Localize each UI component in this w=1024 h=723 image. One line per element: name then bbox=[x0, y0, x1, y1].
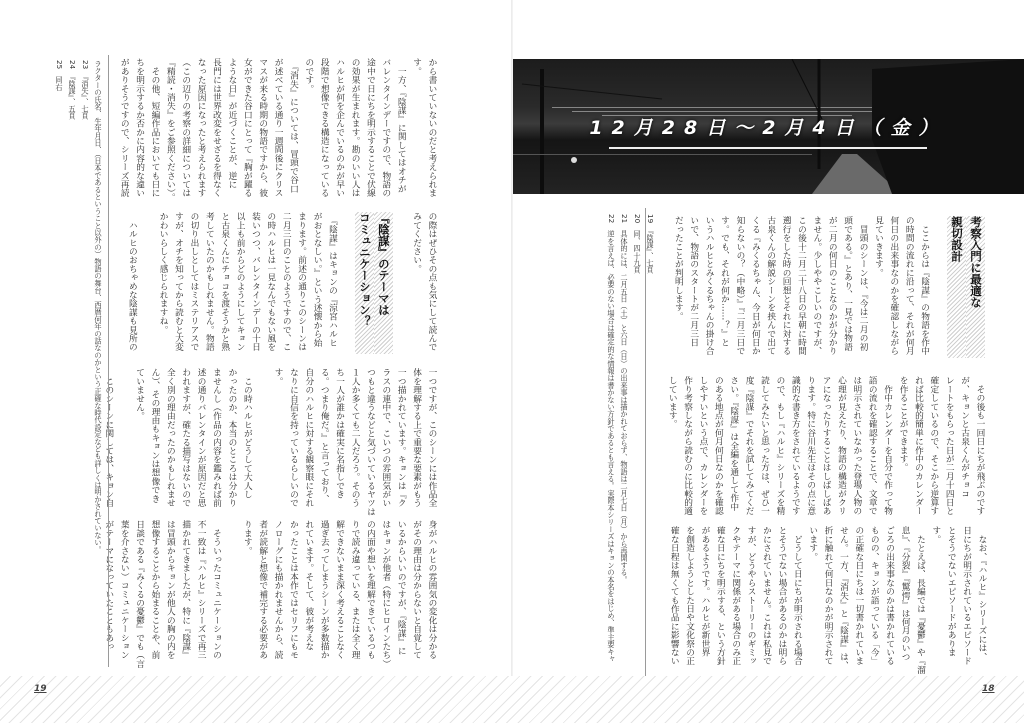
text-line: だったことが判明します。 bbox=[673, 216, 684, 321]
text-line: ような日』が近づくことが、逆に bbox=[226, 58, 237, 189]
text-line: ハルヒのおちゃめな陰謀も見所の bbox=[127, 212, 138, 352]
text-line: われますが、確たる描写はないので bbox=[180, 368, 191, 508]
chapter-banner-photo bbox=[512, 59, 1024, 194]
text-line: の正確な日にちは一切書かれていま bbox=[853, 526, 864, 666]
text-line: たとえば、長編では『憂鬱』や『溜 bbox=[915, 526, 926, 674]
footnote: 20 同、四十九頁 bbox=[633, 214, 642, 274]
text-line: ち一人が誰かは確実に名指しでき bbox=[334, 368, 345, 499]
text-line: 考していたのかもしれません。物語 bbox=[204, 212, 215, 352]
page-number-right: 18 bbox=[982, 684, 995, 694]
text-line: 者が読解と想像で補完する必要があ bbox=[257, 520, 268, 660]
footnote: 22 逆を言えば、必要のない場合は確定的な情報は書かない方針であるとも言える。実際本シリーズはキョンの本名をはじめ、準主要キャ bbox=[607, 214, 616, 663]
text-line: いで、物語のスタートが二月三日 bbox=[688, 216, 699, 347]
text-line: その他、短編作品においても日に bbox=[149, 58, 160, 198]
text-line: から書いていないのだと考えられま bbox=[427, 58, 437, 198]
text-line: クやテーマに関係がある場合のみ正 bbox=[730, 526, 741, 666]
text-line: ごろの出来事なのかは書かれている bbox=[884, 526, 895, 666]
text-line: 頭である。』とあり、一見では物語 bbox=[842, 216, 853, 351]
section-heading: 親切設計 bbox=[947, 216, 966, 358]
text-line: ります。特に谷川先生はその点に意 bbox=[805, 376, 816, 516]
text-line: のある地点が何月何日なのかを確認 bbox=[713, 376, 724, 516]
right-page bbox=[512, 0, 1024, 723]
text-line: とそうでないエピソードがありま bbox=[946, 526, 957, 657]
text-line: 『消失』については、冒頭で谷口 bbox=[288, 58, 299, 193]
text-line: 過ぎ去ってしまうシーンが多数描か bbox=[319, 520, 330, 660]
text-line: いうハルヒとみくるちゃんの掛け合 bbox=[704, 216, 715, 356]
text-line: 想像することから始まることや、前 bbox=[149, 520, 160, 660]
text-line: （この辺りの考察の詳細については bbox=[180, 58, 191, 198]
text-line: います。 bbox=[807, 526, 818, 561]
book-gutter bbox=[511, 0, 513, 723]
text-line: マスが来る時期の物語ですから、彼 bbox=[257, 58, 268, 198]
text-line: 一つ描かれています。キョンは『ク bbox=[396, 368, 407, 508]
text-line: 自分のハルヒに対する観察眼にそれ bbox=[303, 368, 314, 508]
text-line: がその理由は分からないと自覚して bbox=[411, 520, 422, 660]
blank-line bbox=[393, 212, 408, 354]
text-line: と古泉くんにチョコを渡そうかと熟 bbox=[219, 212, 230, 352]
text-line: さい。『陰謀』は全編を通して作中 bbox=[728, 376, 739, 511]
text-line: 度『陰謀』でそれを試してみてくだ bbox=[744, 376, 755, 516]
text-line: が二月の何日のことなのかが分かり bbox=[827, 216, 838, 356]
text-line: ハルヒが何を企んでいるのかが早い bbox=[334, 58, 345, 198]
chapter-date-range-title: 12月28日〜2月4日（金） bbox=[589, 117, 947, 139]
text-line: ものの、キョンが語っている「今」 bbox=[869, 526, 880, 666]
text-line: は冒頭からキョンが他人の胸の内を bbox=[165, 520, 176, 660]
text-line: が、キョンと古泉くんがチョコ bbox=[959, 376, 970, 498]
text-line: がおとなしい。』という述懐から始 bbox=[312, 212, 323, 347]
text-line: 葉を介さない）コミュニケーション bbox=[119, 520, 130, 660]
title-underline bbox=[609, 147, 927, 149]
blank-line bbox=[224, 520, 239, 662]
text-line: ラスの連中で、こいつの雰囲気がい bbox=[380, 368, 391, 508]
text-line: ここからは『陰謀』の物語を作中 bbox=[919, 216, 930, 356]
text-line: がありそうですので、シリーズ再読 bbox=[119, 58, 130, 198]
text-line: 不一致は『ハルヒ』シリーズで再三 bbox=[196, 520, 207, 660]
text-line: 確な日程は無くても作品に影響ない bbox=[669, 526, 680, 666]
text-line: みてください。 bbox=[411, 212, 422, 273]
text-line: ません。少しややこしいのですが、 bbox=[811, 216, 822, 356]
text-line: す。でも、それが何か……？』と bbox=[719, 216, 730, 347]
text-line: 作中カレンダーを自分で作って物 bbox=[882, 376, 893, 516]
text-line: しています。 bbox=[667, 376, 678, 429]
blank-line bbox=[139, 212, 154, 354]
text-line: その後も一回日にちが飛ぶのです bbox=[975, 376, 985, 516]
text-line: のです。 bbox=[303, 58, 314, 93]
text-line: の時間の流れに沿って、それが何月 bbox=[904, 216, 915, 356]
section-heading: コミュニケーション？ bbox=[355, 212, 374, 354]
blank-line bbox=[339, 212, 354, 354]
text-line: 見ていきます。 bbox=[873, 216, 884, 277]
text-line: の切り出しとしてはミステリアスで bbox=[188, 212, 199, 352]
text-line: かわいらしく感じられますね。 bbox=[158, 212, 169, 334]
text-line: いるからいいのですが、『陰謀』に bbox=[396, 520, 407, 655]
text-tier bbox=[124, 212, 439, 354]
text-line: かにされていません。これは私見で bbox=[761, 526, 772, 666]
text-line: 語の流れを確認することで、文章で bbox=[867, 376, 878, 516]
text-line: なりに自信を持っているらしいので bbox=[288, 368, 299, 508]
text-line: ちを明示するか否かに内容的な違い bbox=[134, 58, 145, 198]
text-line: すが、オチを知ってから読むと大変 bbox=[173, 212, 184, 352]
text-line: 全く別の理由だったのかもしれませ bbox=[165, 368, 176, 508]
text-line: くる『みくるちゃん、今日が何日か bbox=[750, 216, 761, 356]
text-line: ノローグにも描かれませんから、読 bbox=[273, 520, 284, 660]
text-line: なった原因になったと考えられます bbox=[196, 58, 207, 198]
text-line: があるようです。ハルヒが新世界 bbox=[699, 526, 710, 657]
text-line: バレンタインデーですので、物語の bbox=[380, 58, 391, 198]
text-line: はキョンが他者（特にヒロインたち） bbox=[380, 520, 391, 668]
notes-divider bbox=[108, 55, 109, 667]
footnote: 24 『陰謀』、五頁 bbox=[68, 60, 77, 120]
text-line: 心理が見えたり、物語の構造がクリ bbox=[836, 376, 847, 516]
text-line: る。つまり俺だ。』と言っており、 bbox=[319, 368, 330, 503]
footnotes bbox=[605, 214, 657, 674]
text-line: そういったコミュニケーションの bbox=[211, 520, 222, 660]
text-line: ていません。 bbox=[134, 368, 145, 421]
text-line: 一つですが、このシーンには作品全 bbox=[427, 368, 437, 508]
text-line: 以上も前からどのようにしてキョン bbox=[235, 212, 246, 352]
text-tier bbox=[116, 58, 439, 200]
text-line: 日談である『みくるの憂鬱』でも（言 bbox=[134, 520, 145, 668]
text-line: しやすいという点で、カレンダーを bbox=[697, 376, 708, 516]
text-line: 描かれてきましたが、特に『陰謀』 bbox=[180, 520, 191, 660]
text-line: を創造しようとした日や文化祭の正 bbox=[684, 526, 695, 666]
footnote: 25 同右 bbox=[55, 60, 64, 91]
text-line: す。 bbox=[411, 58, 422, 76]
text-line: 作り考察しながら読むのに比較的適 bbox=[682, 376, 693, 516]
text-line: ん）、その理由もキョンは想像でき bbox=[149, 368, 160, 503]
text-tier bbox=[100, 520, 439, 668]
footnote: ラクターの氏名、生年月日、（日本であるということ以外の）物語の舞台、西暦何年の話なのかという正確な時代設定なども詳しくは明かされていない。 bbox=[94, 60, 103, 554]
text-line: れば比較的簡単に作中のカレンダー bbox=[913, 376, 924, 516]
text-line: 述の通りバレンタインが原因だと思 bbox=[196, 368, 207, 508]
text-line: 折に触れて何日なのかが明示されて bbox=[823, 526, 834, 666]
text-line: 『陰謀』はキョンの『涼宮ハルヒ bbox=[327, 212, 338, 347]
text-line: ので、もし『ハルヒ』シリーズを精 bbox=[774, 376, 785, 516]
section-heading: 考察入門に最適な bbox=[966, 216, 985, 358]
footnotes bbox=[53, 60, 105, 670]
text-line: かったことは本作ではセリフにもモ bbox=[288, 520, 299, 660]
text-tier bbox=[664, 376, 987, 518]
footnote: 23 『消失』、七頁 bbox=[81, 60, 90, 120]
text-line: 途中で日にちを明示することで伏線 bbox=[365, 58, 376, 198]
text-line: この時ハルヒがどうして大人し bbox=[242, 368, 253, 499]
text-line: この後十二月二十八日の早朝に時間 bbox=[796, 216, 807, 356]
text-line: すが、どうやらストーリーのギミッ bbox=[746, 526, 757, 666]
text-line: かったのか、本当のところは分かり bbox=[226, 368, 237, 508]
text-line: 身がハルヒの雰囲気の変化は分かる bbox=[427, 520, 437, 660]
text-line: まります。前述の通りこのシーンは bbox=[296, 212, 307, 352]
section-heading: 『陰謀』のテーマは bbox=[374, 212, 393, 354]
text-line: 遡行をした時の回想とそれに対する bbox=[781, 216, 792, 356]
text-line: を作ることができます。 bbox=[898, 376, 909, 472]
text-line: 読してみたいと思った方は、ぜひ一 bbox=[759, 376, 770, 516]
text-line: 装いつつ、バレンタインデーの十日 bbox=[250, 212, 261, 352]
text-line: 冒頭のシーンは、『今は二月の初 bbox=[858, 216, 869, 351]
footnote: 21 具体的には、二月五日（土）と六日（日）の出来事は描かれておらず、物語は二月七日（月）から再開する。 bbox=[620, 214, 629, 584]
text-line: 解できないまま深く考えることなく bbox=[334, 520, 345, 660]
text-line: 知らないの？（中略）』『二月三日で bbox=[734, 216, 745, 356]
text-line: レートをもらった日が二月十四日と bbox=[944, 376, 955, 516]
text-line: す。 bbox=[930, 526, 941, 544]
page-footer-band bbox=[0, 676, 1024, 723]
text-line: が述べている通り一週間後にクリス bbox=[273, 58, 284, 198]
blank-line bbox=[932, 216, 947, 358]
text-line: す。 bbox=[273, 368, 284, 386]
text-line: ませんし（作品の内容を鑑みれば前 bbox=[211, 368, 222, 508]
text-line: は明示されていなかった登場人物の bbox=[851, 376, 862, 516]
text-line: の時ハルヒは一見なんでもない風を bbox=[265, 212, 276, 352]
text-line: 古泉くんの解説シーンを挟んで出て bbox=[765, 216, 776, 356]
text-line: 段階で想像できる構造になっている bbox=[319, 58, 330, 198]
text-tier bbox=[100, 368, 439, 516]
page-number-left: 19 bbox=[34, 684, 47, 694]
text-line: ります。 bbox=[242, 520, 253, 555]
text-line: の効果が生まれます。勘のいい人は bbox=[350, 58, 361, 198]
footnote: 19 『陰謀』、七頁 bbox=[646, 214, 655, 274]
text-tier bbox=[670, 216, 985, 358]
text-line: なお、『ハルヒ』シリーズには、 bbox=[977, 526, 987, 661]
text-line: 二月三日のことのようですので、こ bbox=[281, 212, 292, 352]
blank-line bbox=[254, 368, 269, 510]
text-line: 一方、『陰謀』に関してはオチが bbox=[396, 58, 407, 193]
text-line: とそうでない場合があるのかは明ら bbox=[776, 526, 787, 666]
text-line: 識的な書き方をされているようです bbox=[790, 376, 801, 516]
text-tier bbox=[666, 526, 989, 674]
text-line: れています。そして、彼が考えな bbox=[303, 520, 314, 651]
text-line: せん。一方、『消失』と『陰謀』は、 bbox=[838, 526, 849, 670]
text-line: 『精読・消失』をご参照ください）。 bbox=[165, 58, 176, 202]
blank-line bbox=[116, 368, 131, 510]
text-line: の際はぜひその点も気にして読んで bbox=[427, 212, 437, 352]
text-line: どうして日にちが明示される場合 bbox=[792, 526, 803, 666]
text-line: 確定しているので、そこから逆算す bbox=[928, 376, 939, 516]
text-line: りで読み違っている、または全く理 bbox=[350, 520, 361, 660]
text-line: 体を理解する上で重要な要素がもう bbox=[411, 368, 422, 508]
text-line: 日にちが明示されているエピソード bbox=[961, 526, 972, 666]
text-line: アになったりすることはしばしばあ bbox=[821, 376, 832, 516]
text-line: 息』、『分裂』『驚愕』は何月のいつ bbox=[900, 526, 911, 661]
text-line: 長門には世界改変をせざるを得なく bbox=[211, 58, 222, 198]
text-line: 確な日にちを明示する、という方針 bbox=[715, 526, 726, 666]
text-line: つもと違うなどと気づいているヤツは bbox=[365, 368, 376, 516]
text-line: 何日の出来事なのかを確認しながら bbox=[888, 216, 899, 356]
text-line: の内面や想いを理解できているつも bbox=[365, 520, 376, 660]
text-line: １人か多くても二人だろう。そのう bbox=[350, 368, 361, 508]
text-line: 女ができた谷口にとって『胸が躍る bbox=[242, 58, 253, 198]
